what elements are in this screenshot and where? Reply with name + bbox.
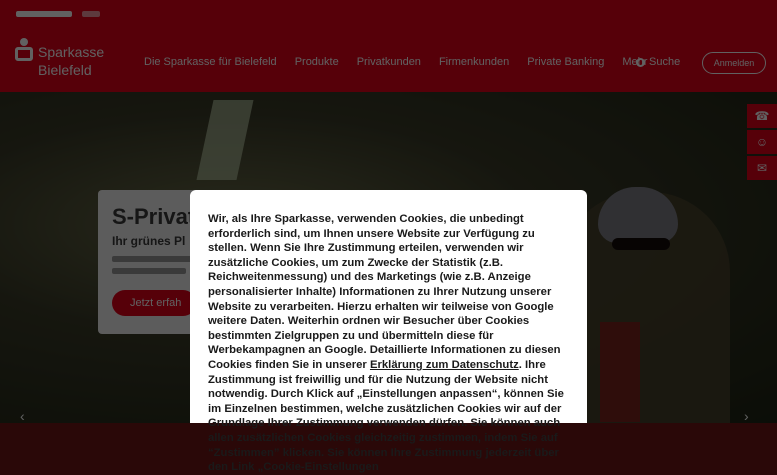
cookie-consent-dialog	[190, 190, 587, 474]
cookie-text-part2: . Ihre Zustimmung ist freiwillig und für die Nutzung der Website nicht notwendig. Durch Klick auf „Einstellungen anpassen“, können Sie im Einzelnen bestimmen, welche zusätzlichen Cookies wir auf der Grundlage Ihrer Zustimmung verwenden dürfen. Sie können auch allen zusätzlichen Cookies gleichzeitig zustimmen, indem Sie auf “Zustimmen” klicken. Sie können Ihre Zustimmung jederzeit über den Link „Cookie-Einstellungen	[208, 358, 564, 474]
cookie-consent-text	[208, 212, 569, 475]
cookie-text-part1: Wir, als Ihre Sparkasse, verwenden Cookies, die unbedingt erforderlich sind, um Ihnen unsere Website zur Verfügung zu stellen. Wenn Sie Ihre Zustimmung erteilen, verwenden wir zusätzliche Cookies, um zum Zwecke der Statistik (z.B. Reichweitenmessung) und des Marketings (wie z.B. Anzeige personalisierter Inhalte) Informationen zu Ihrer Nutzung unserer Website zu verarbeiten. Hierzu erhalten wir teilweise von Google weitere Daten. Weiterhin ordnen wir Besucher über Cookies bestimmten Zielgruppen zu und übermitteln diese für Werbekampagnen an Google. Detaillierte Informationen zu diesen Cookies finden Sie in unserer	[208, 213, 561, 371]
privacy-policy-link[interactable]: Erklärung zum Datenschutz	[369, 358, 519, 371]
